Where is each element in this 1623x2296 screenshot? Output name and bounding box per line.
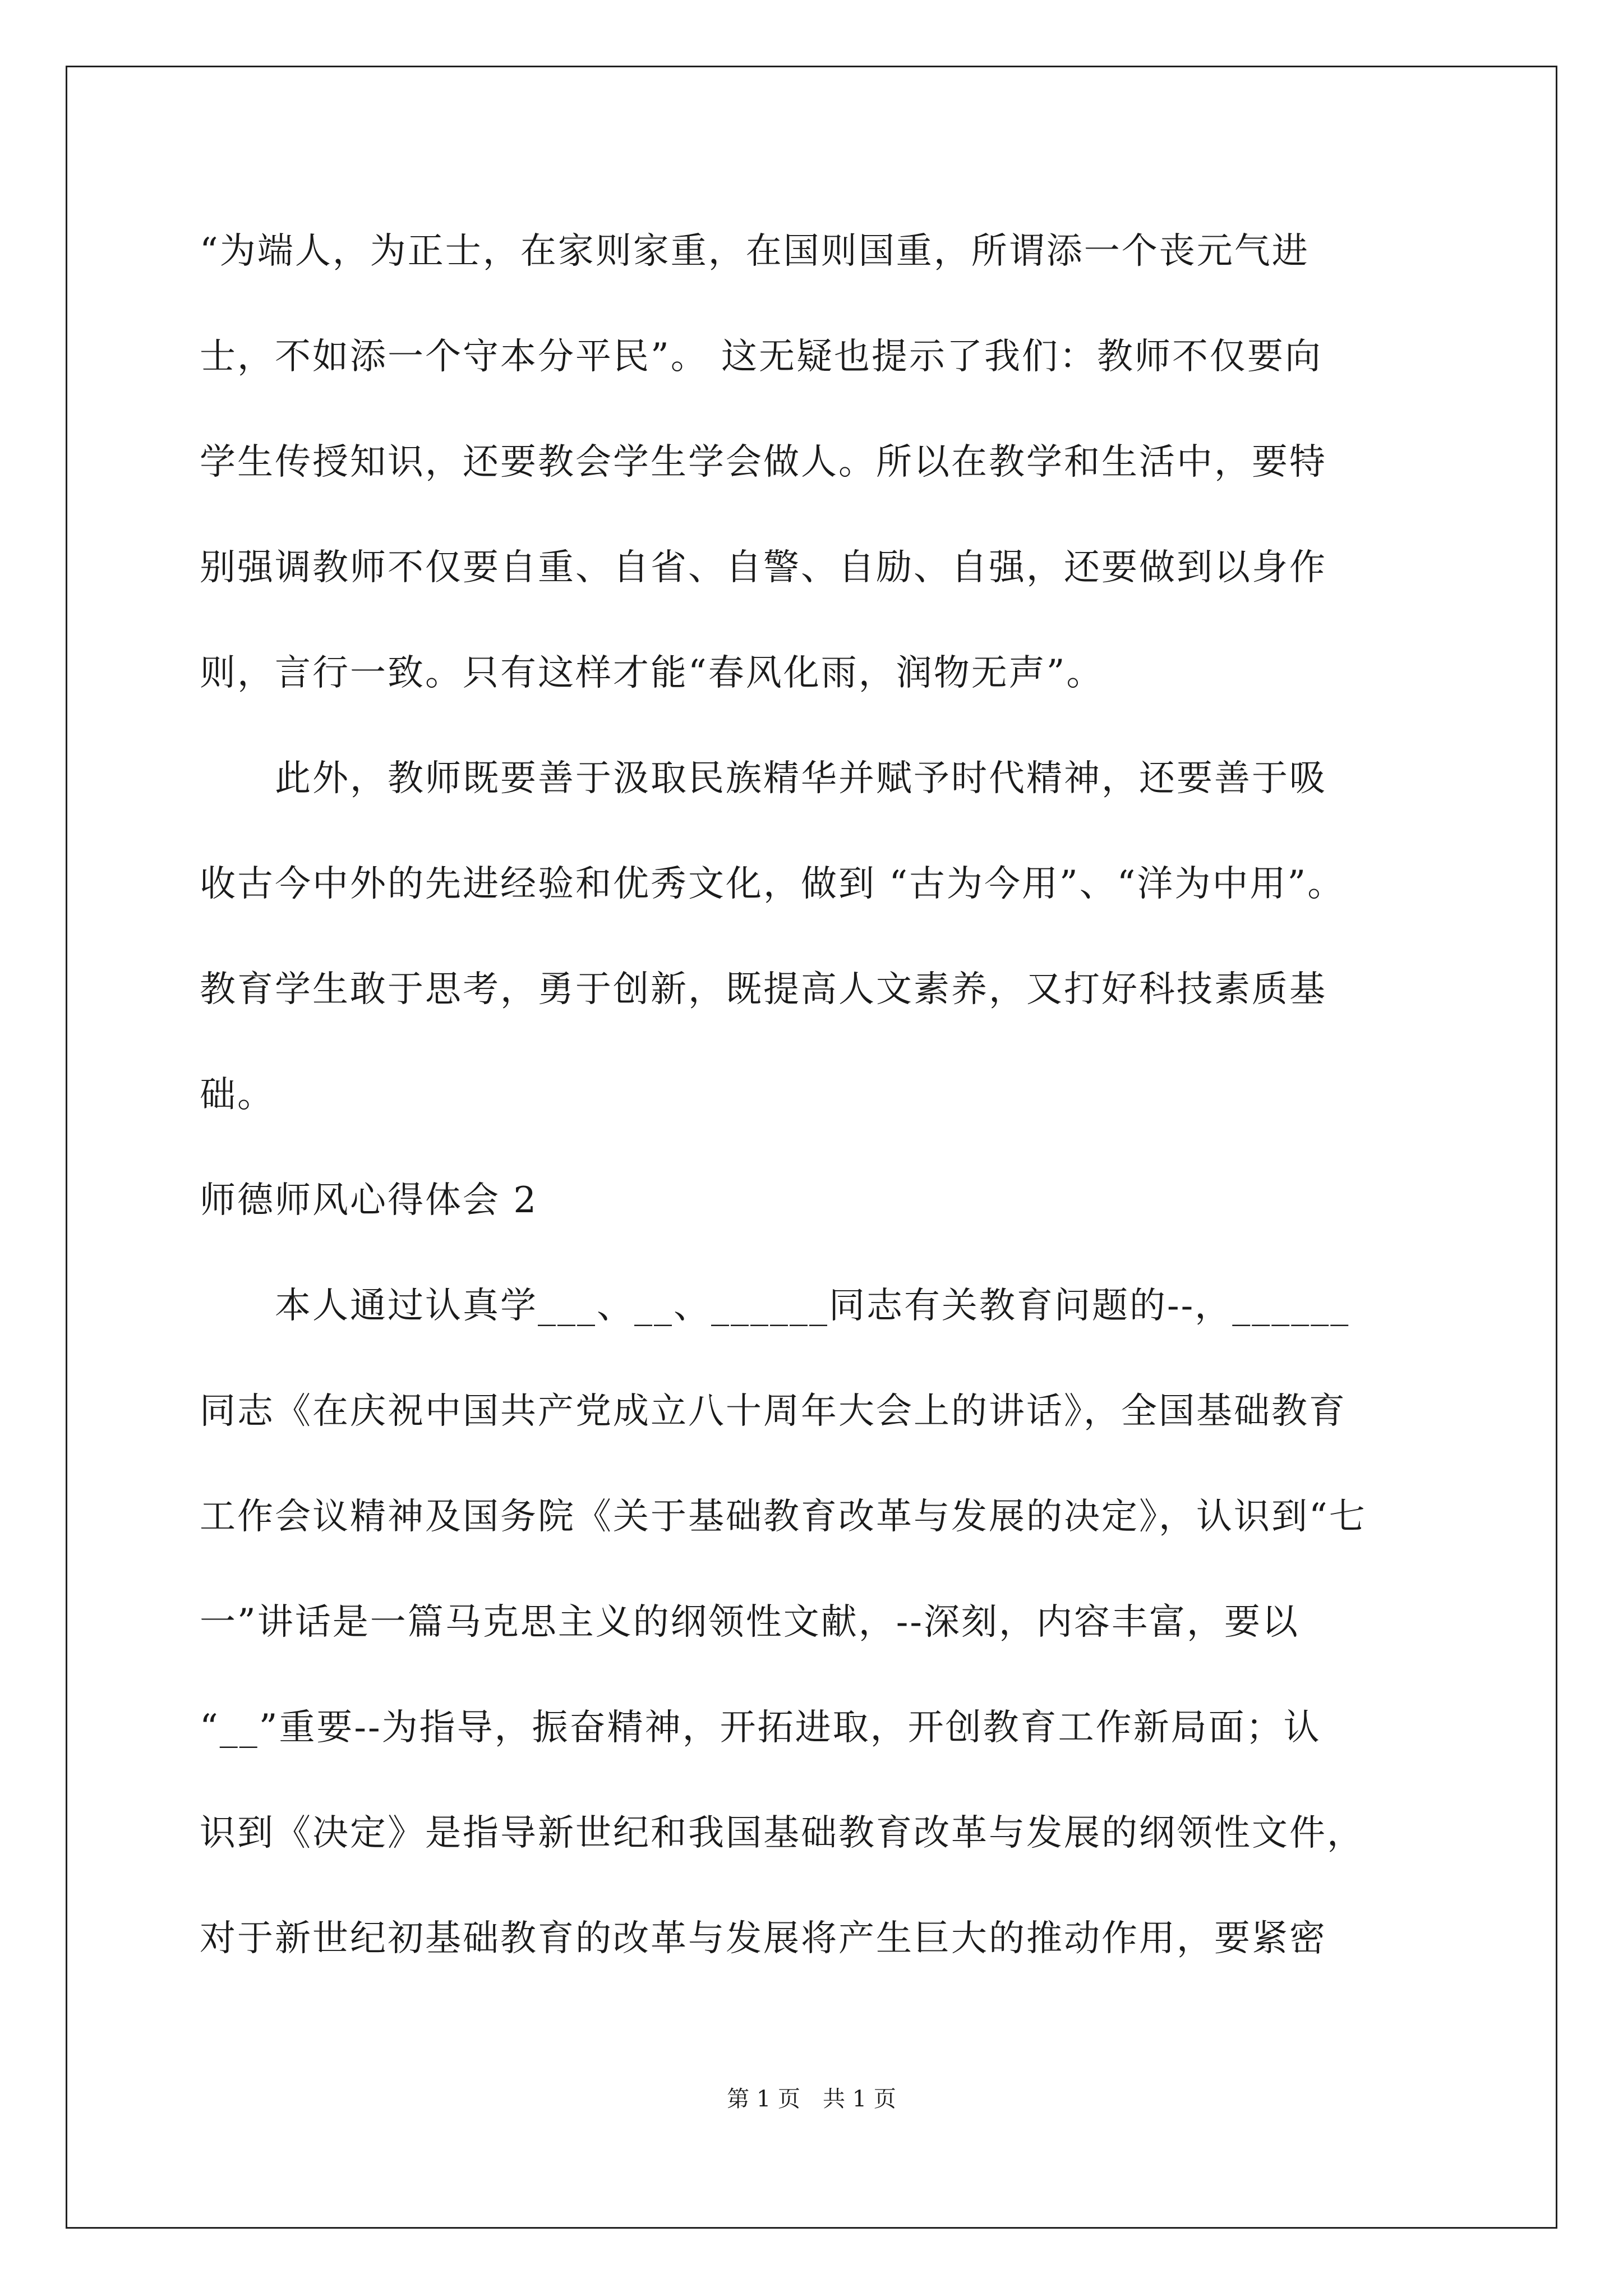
text-line: “为端人，为正士，在家则家重，在国则国重，所谓添一个丧元气进 bbox=[200, 231, 1310, 272]
text-line: 教育学生敢于思考，勇于创新，既提高人文素养，又打好科技素质基 bbox=[200, 969, 1327, 1010]
text-line: 识到《决定》是指导新世纪和我国基础教育改革与发展的纲领性文件， bbox=[200, 1812, 1364, 1854]
text-line: 一”讲话是一篇马克思主义的纲领性文献，--深刻，内容丰富，要以 bbox=[200, 1602, 1299, 1643]
text-line: “__”重要--为指导，振奋精神，开拓进取，开创教育工作新局面；认 bbox=[200, 1707, 1321, 1749]
text-line: 对于新世纪初基础教育的改革与发展将产生巨大的推动作用，要紧密 bbox=[200, 1918, 1327, 1959]
text-line: 此外，教师既要善于汲取民族精华并赋予时代精神，还要善于吸 bbox=[200, 758, 1327, 799]
text-line: 士，不如添一个守本分平民”。 这无疑也提示了我们：教师不仅要向 bbox=[200, 336, 1323, 378]
text-line: 工作会议精神及国务院《关于基础教育改革与发展的决定》，认识到“七 bbox=[200, 1496, 1367, 1538]
section-heading: 师德师风心得体会 2 bbox=[200, 1180, 538, 1221]
text-line: 学生传授知识，还要教会学生学会做人。所以在教学和生活中，要特 bbox=[200, 441, 1327, 483]
text-line: 础。 bbox=[200, 1074, 275, 1116]
text-line: 本人通过认真学___、__、______同志有关教育问题的--，______ bbox=[200, 1285, 1350, 1327]
page-border bbox=[66, 66, 1557, 2229]
text-line: 收古今中外的先进经验和优秀文化，做到 “古为今用”、“洋为中用”。 bbox=[200, 863, 1345, 905]
text-line: 别强调教师不仅要自重、自省、自警、自励、自强，还要做到以身作 bbox=[200, 547, 1327, 588]
text-line: 同志《在庆祝中国共产党成立八十周年大会上的讲话》，全国基础教育 bbox=[200, 1391, 1347, 1432]
page-number-footer: 第 1 页 共 1 页 bbox=[727, 2086, 896, 2112]
text-line: 则，言行一致。只有这样才能“春风化雨，润物无声”。 bbox=[200, 652, 1104, 694]
